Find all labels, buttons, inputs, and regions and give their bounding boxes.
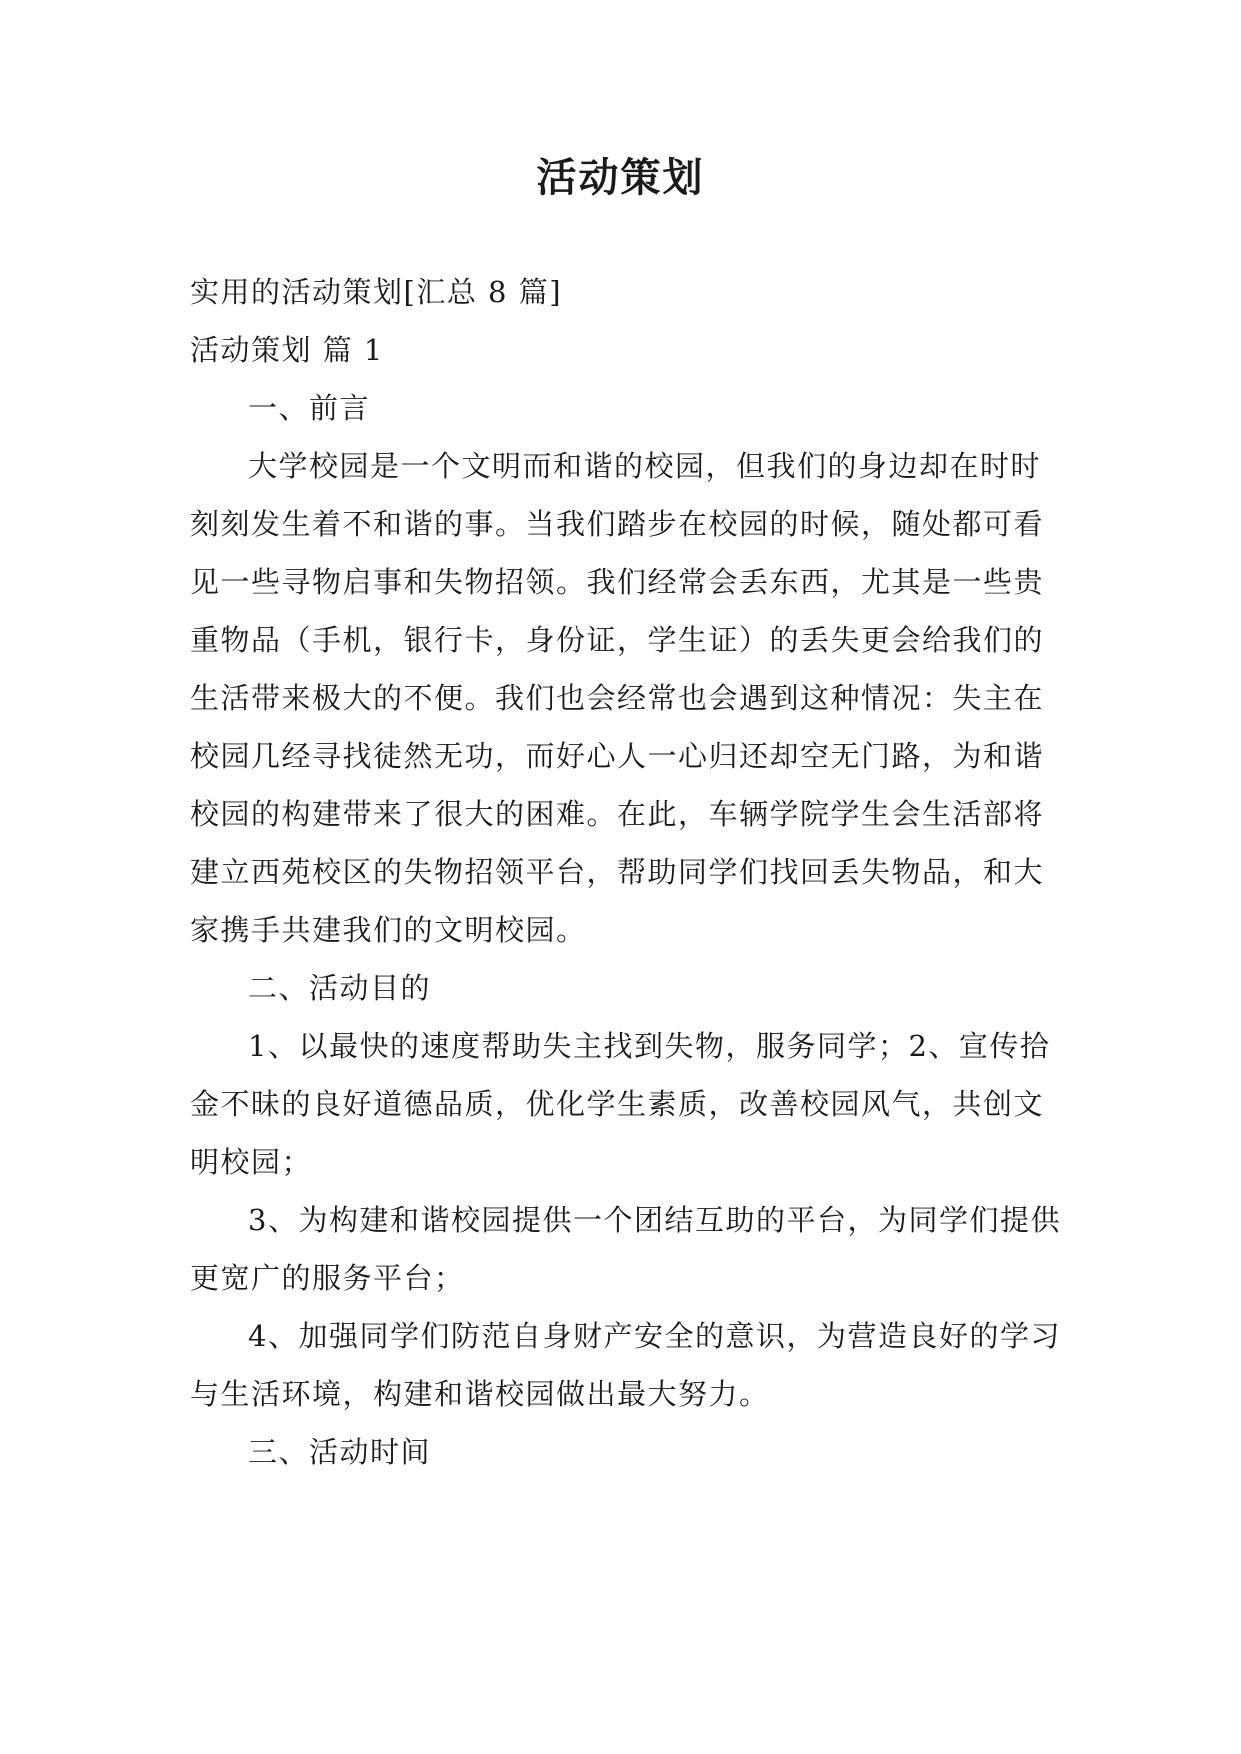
paragraph-purpose-4: 4、加强同学们防范自身财产安全的意识，为营造良好的学习与生活环境，构建和谐校园做出最大努力。 — [190, 1319, 1061, 1411]
heading-purpose: 二、活动目的 — [248, 971, 432, 1005]
paragraph-purpose-1-2: 1、以最快的速度帮助失主找到失物，服务同学；2、宣传拾金不昧的良好道德品质，优化学生素质，改善校园风气，共创文明校园； — [190, 1029, 1051, 1179]
paragraph-purpose-3: 3、为构建和谐校园提供一个团结互助的平台，为同学们提供更宽广的服务平台； — [190, 1203, 1061, 1295]
section-heading: 活动策划 篇 1 — [190, 333, 384, 367]
document-subtitle: 实用的活动策划[汇总 8 篇] — [190, 275, 563, 309]
document-title: 活动策划 — [536, 154, 705, 201]
heading-time: 三、活动时间 — [248, 1435, 432, 1469]
heading-preface: 一、前言 — [248, 391, 371, 425]
document-body — [190, 263, 1070, 1481]
paragraph-preface: 大学校园是一个文明而和谐的校园，但我们的身边却在时时刻刻发生着不和谐的事。当我们踏步在校园的时候，随处都可看见一些寻物启事和失物招领。我们经常会丢东西，尤其是一些贵重物品（手机，银行卡，身份证，学生证）的丢失更会给我们的生活带来极大的不便。我们也会经常也会遇到这种情况：失主在校园几经寻找徒然无功，而好心人一心归还却空无门路，为和谐校园的构建带来了很大的困难。在此，车辆学院学生会生活部将建立西苑校区的失物招领平台，帮助同学们找回丢失物品，和大家携手共建我们的文明校园。 — [190, 449, 1045, 947]
